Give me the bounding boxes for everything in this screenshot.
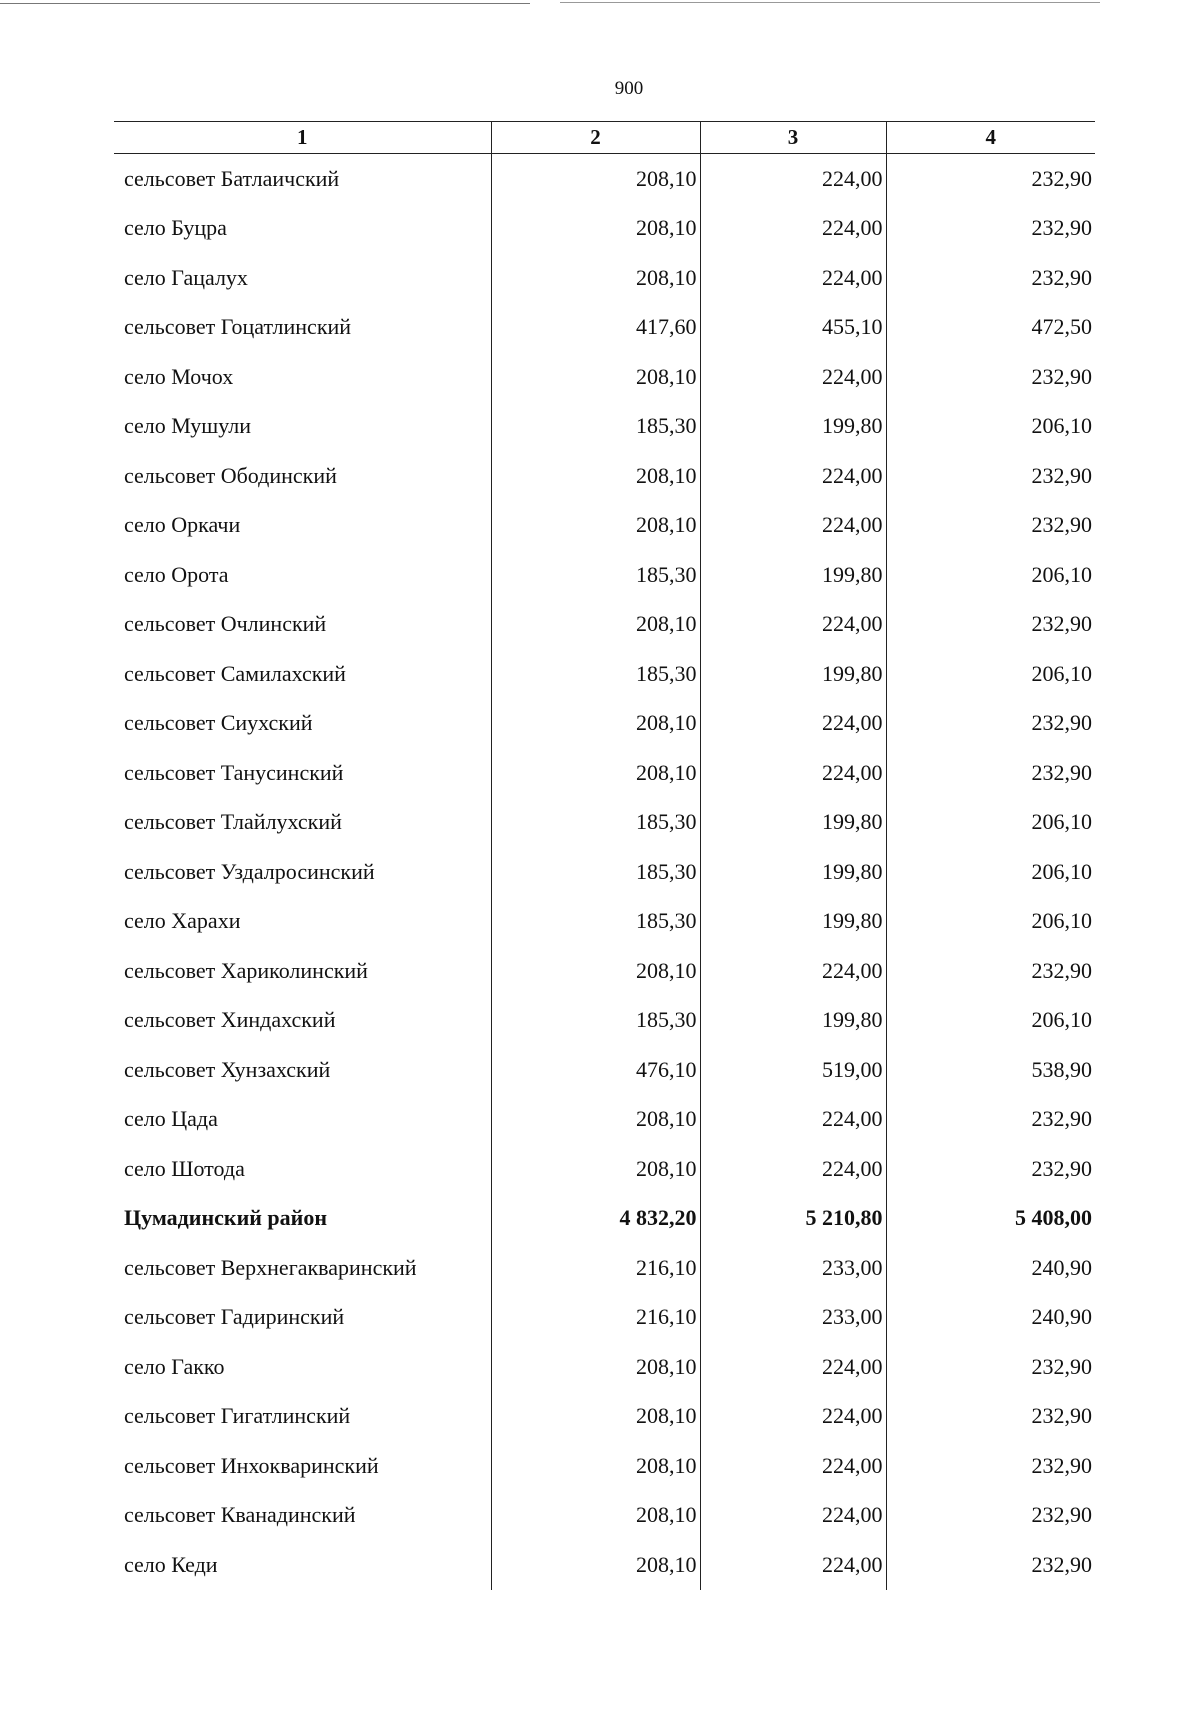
table-row bbox=[114, 352, 1095, 402]
value-col-3-cell: 224,00 bbox=[700, 1441, 886, 1491]
table-row bbox=[114, 154, 1095, 204]
value-col-3-cell: 199,80 bbox=[700, 649, 886, 699]
value-col-3-cell: 199,80 bbox=[700, 847, 886, 897]
value-col-4-cell: 232,90 bbox=[886, 154, 1095, 204]
row-name-cell: сельсовет Сиухский bbox=[124, 710, 313, 736]
table-row bbox=[114, 1441, 1095, 1491]
table-row bbox=[114, 1243, 1095, 1293]
row-name-cell: сельсовет Гигатлинский bbox=[124, 1403, 351, 1429]
value-col-3-cell: 224,00 bbox=[700, 253, 886, 303]
row-name-cell: сельсовет Самилахский bbox=[124, 660, 346, 686]
value-col-4-cell: 232,90 bbox=[886, 1342, 1095, 1392]
value-col-3-cell: 224,00 bbox=[700, 501, 886, 551]
row-name-cell: сельсовет Гоцатлинский bbox=[124, 314, 352, 340]
column-header-1: 1 bbox=[114, 122, 491, 154]
value-col-4-cell: 232,90 bbox=[886, 1441, 1095, 1491]
table-row bbox=[114, 501, 1095, 551]
row-name-cell: сельсовет Тлайлухский bbox=[124, 809, 342, 835]
value-col-3-cell: 224,00 bbox=[700, 451, 886, 501]
value-col-4-cell: 240,90 bbox=[886, 1293, 1095, 1343]
table-row bbox=[114, 600, 1095, 650]
row-name-cell: село Шотода bbox=[124, 1155, 245, 1181]
value-col-3-cell: 199,80 bbox=[700, 897, 886, 947]
table-row bbox=[114, 798, 1095, 848]
value-col-3-cell: 224,00 bbox=[700, 1491, 886, 1541]
value-col-3-cell: 224,00 bbox=[700, 204, 886, 254]
value-col-3-cell: 224,00 bbox=[700, 154, 886, 204]
table-row bbox=[114, 1095, 1095, 1145]
scan-edge-line bbox=[0, 3, 530, 4]
value-col-3-cell: 224,00 bbox=[700, 1342, 886, 1392]
table-row bbox=[114, 1194, 1095, 1244]
value-col-2-cell: 216,10 bbox=[491, 1243, 700, 1293]
table-row bbox=[114, 1342, 1095, 1392]
value-col-2-cell: 185,30 bbox=[491, 996, 700, 1046]
value-col-2-cell: 208,10 bbox=[491, 1491, 700, 1541]
value-col-4-cell: 232,90 bbox=[886, 1491, 1095, 1541]
value-col-2-cell: 208,10 bbox=[491, 501, 700, 551]
value-col-2-cell: 208,10 bbox=[491, 1144, 700, 1194]
value-col-2-cell: 208,10 bbox=[491, 748, 700, 798]
value-col-2-cell: 185,30 bbox=[491, 847, 700, 897]
row-name-cell: сельсовет Гадиринский bbox=[124, 1304, 345, 1330]
value-col-2-cell: 4 832,20 bbox=[491, 1194, 700, 1244]
value-col-4-cell: 232,90 bbox=[886, 1144, 1095, 1194]
value-col-4-cell: 232,90 bbox=[886, 699, 1095, 749]
value-col-2-cell: 476,10 bbox=[491, 1045, 700, 1095]
value-col-4-cell: 538,90 bbox=[886, 1045, 1095, 1095]
table-row bbox=[114, 550, 1095, 600]
row-name-cell: село Оркачи bbox=[124, 512, 241, 538]
value-col-4-cell: 5 408,00 bbox=[886, 1194, 1095, 1244]
table-row bbox=[114, 847, 1095, 897]
column-header-3: 3 bbox=[700, 122, 886, 154]
value-col-4-cell: 206,10 bbox=[886, 847, 1095, 897]
table-row bbox=[114, 897, 1095, 947]
row-name-cell: сельсовет Верхнегакваринский bbox=[124, 1254, 417, 1280]
value-col-4-cell: 472,50 bbox=[886, 303, 1095, 353]
value-col-3-cell: 224,00 bbox=[700, 600, 886, 650]
value-col-2-cell: 185,30 bbox=[491, 798, 700, 848]
table-row bbox=[114, 204, 1095, 254]
value-col-3-cell: 224,00 bbox=[700, 1144, 886, 1194]
value-col-2-cell: 216,10 bbox=[491, 1293, 700, 1343]
table-row bbox=[114, 1293, 1095, 1343]
row-name-cell: село Гацалух bbox=[124, 264, 248, 290]
value-col-3-cell: 224,00 bbox=[700, 1095, 886, 1145]
table-row bbox=[114, 303, 1095, 353]
value-col-2-cell: 208,10 bbox=[491, 204, 700, 254]
data-table bbox=[114, 121, 1095, 1590]
scan-edge-line bbox=[560, 2, 1100, 3]
column-header-2: 2 bbox=[491, 122, 700, 154]
row-name-cell: сельсовет Танусинский bbox=[124, 759, 344, 785]
row-name-cell: сельсовет Очлинский bbox=[124, 611, 327, 637]
value-col-2-cell: 208,10 bbox=[491, 451, 700, 501]
row-name-cell: сельсовет Кванадинский bbox=[124, 1502, 356, 1528]
value-col-4-cell: 232,90 bbox=[886, 1392, 1095, 1442]
value-col-2-cell: 208,10 bbox=[491, 154, 700, 204]
table-row bbox=[114, 1540, 1095, 1590]
value-col-3-cell: 224,00 bbox=[700, 699, 886, 749]
row-name-cell: Цумадинский район bbox=[124, 1205, 328, 1231]
value-col-3-cell: 224,00 bbox=[700, 352, 886, 402]
value-col-4-cell: 206,10 bbox=[886, 649, 1095, 699]
value-col-2-cell: 185,30 bbox=[491, 897, 700, 947]
value-col-4-cell: 206,10 bbox=[886, 897, 1095, 947]
row-name-cell: село Мочох bbox=[124, 363, 234, 389]
value-col-4-cell: 206,10 bbox=[886, 798, 1095, 848]
value-col-2-cell: 185,30 bbox=[491, 402, 700, 452]
table-row bbox=[114, 699, 1095, 749]
value-col-4-cell: 232,90 bbox=[886, 748, 1095, 798]
row-name-cell: сельсовет Хариколинский bbox=[124, 957, 368, 983]
table-row bbox=[114, 1144, 1095, 1194]
value-col-4-cell: 240,90 bbox=[886, 1243, 1095, 1293]
value-col-3-cell: 224,00 bbox=[700, 946, 886, 996]
value-col-3-cell: 224,00 bbox=[700, 748, 886, 798]
row-name-cell: село Цада bbox=[124, 1106, 218, 1132]
value-col-4-cell: 232,90 bbox=[886, 1540, 1095, 1590]
value-col-2-cell: 417,60 bbox=[491, 303, 700, 353]
value-col-4-cell: 232,90 bbox=[886, 600, 1095, 650]
value-col-2-cell: 208,10 bbox=[491, 1441, 700, 1491]
table-row bbox=[114, 996, 1095, 1046]
table-row bbox=[114, 451, 1095, 501]
row-name-cell: село Буцра bbox=[124, 215, 227, 241]
table-row bbox=[114, 1491, 1095, 1541]
value-col-2-cell: 185,30 bbox=[491, 550, 700, 600]
row-name-cell: село Харахи bbox=[124, 908, 241, 934]
value-col-4-cell: 232,90 bbox=[886, 946, 1095, 996]
value-col-3-cell: 233,00 bbox=[700, 1243, 886, 1293]
value-col-3-cell: 5 210,80 bbox=[700, 1194, 886, 1244]
row-name-cell: сельсовет Батлаичский bbox=[124, 165, 340, 191]
value-col-4-cell: 206,10 bbox=[886, 550, 1095, 600]
row-name-cell: село Кеди bbox=[124, 1551, 218, 1577]
value-col-2-cell: 208,10 bbox=[491, 600, 700, 650]
row-name-cell: село Гакко bbox=[124, 1353, 225, 1379]
table-row bbox=[114, 649, 1095, 699]
value-col-2-cell: 208,10 bbox=[491, 1342, 700, 1392]
value-col-2-cell: 208,10 bbox=[491, 699, 700, 749]
value-col-4-cell: 232,90 bbox=[886, 451, 1095, 501]
row-name-cell: село Орота bbox=[124, 561, 229, 587]
value-col-2-cell: 208,10 bbox=[491, 1095, 700, 1145]
header-row bbox=[114, 122, 1095, 154]
value-col-2-cell: 208,10 bbox=[491, 1392, 700, 1442]
value-col-4-cell: 232,90 bbox=[886, 501, 1095, 551]
row-name-cell: сельсовет Хунзахский bbox=[124, 1056, 331, 1082]
table-row bbox=[114, 253, 1095, 303]
page-number: 900 bbox=[614, 78, 644, 99]
table-row bbox=[114, 1392, 1095, 1442]
value-col-4-cell: 232,90 bbox=[886, 352, 1095, 402]
row-name-cell: сельсовет Ободинский bbox=[124, 462, 337, 488]
value-col-3-cell: 519,00 bbox=[700, 1045, 886, 1095]
table-row bbox=[114, 748, 1095, 798]
value-col-2-cell: 208,10 bbox=[491, 352, 700, 402]
value-col-3-cell: 199,80 bbox=[700, 996, 886, 1046]
value-col-4-cell: 232,90 bbox=[886, 253, 1095, 303]
value-col-3-cell: 224,00 bbox=[700, 1540, 886, 1590]
value-col-4-cell: 232,90 bbox=[886, 1095, 1095, 1145]
value-col-2-cell: 208,10 bbox=[491, 946, 700, 996]
table-row bbox=[114, 946, 1095, 996]
value-col-2-cell: 185,30 bbox=[491, 649, 700, 699]
row-name-cell: сельсовет Хиндахский bbox=[124, 1007, 336, 1033]
row-name-cell: село Мушули bbox=[124, 413, 252, 439]
value-col-3-cell: 199,80 bbox=[700, 798, 886, 848]
value-col-4-cell: 206,10 bbox=[886, 996, 1095, 1046]
row-name-cell: сельсовет Уздалросинский bbox=[124, 858, 375, 884]
row-name-cell: сельсовет Инхокваринский bbox=[124, 1452, 379, 1478]
value-col-3-cell: 224,00 bbox=[700, 1392, 886, 1442]
column-header-4: 4 bbox=[886, 122, 1095, 154]
table-row bbox=[114, 1045, 1095, 1095]
value-col-3-cell: 455,10 bbox=[700, 303, 886, 353]
value-col-3-cell: 233,00 bbox=[700, 1293, 886, 1343]
table-body bbox=[114, 154, 1095, 1590]
table-row bbox=[114, 402, 1095, 452]
value-col-3-cell: 199,80 bbox=[700, 402, 886, 452]
value-col-4-cell: 232,90 bbox=[886, 204, 1095, 254]
value-col-2-cell: 208,10 bbox=[491, 1540, 700, 1590]
value-col-3-cell: 199,80 bbox=[700, 550, 886, 600]
value-col-2-cell: 208,10 bbox=[491, 253, 700, 303]
value-col-4-cell: 206,10 bbox=[886, 402, 1095, 452]
